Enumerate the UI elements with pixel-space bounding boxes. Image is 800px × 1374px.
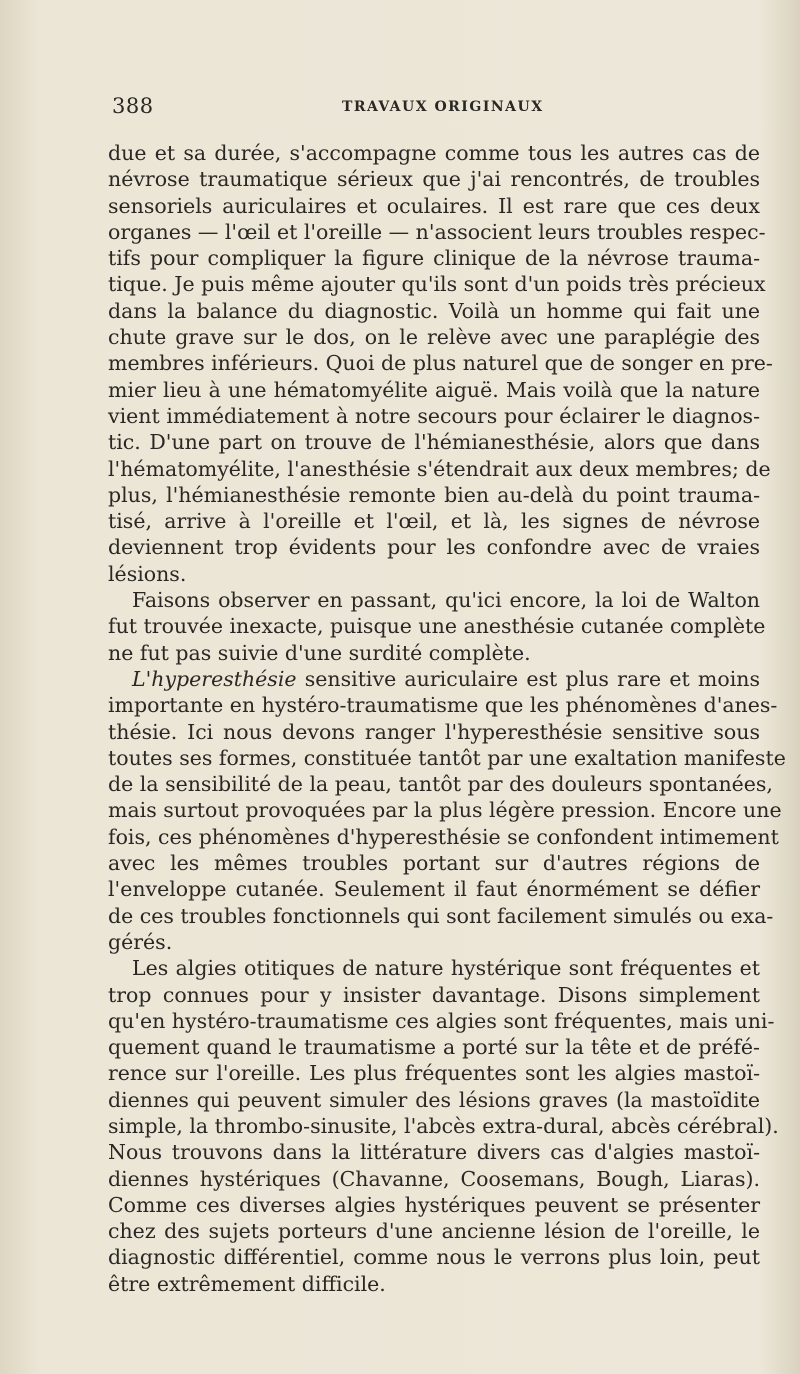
text-line-rest: sensitive auriculaire est plus rare et moins xyxy=(296,666,760,691)
text-line: tique. Je puis même ajouter qu'ils sont d'un poids très précieux xyxy=(108,272,766,297)
text-line: plus, l'hémianesthésie remonte bien au-delà du point trauma- xyxy=(108,482,760,507)
text-line: Nous trouvons dans la littérature divers cas d'algies mastoï- xyxy=(108,1140,760,1165)
text-line: dans la balance du diagnostic. Voilà un homme qui fait une xyxy=(108,298,760,323)
text-line: mier lieu à une hématomyélite aiguë. Mais voilà que la nature xyxy=(108,377,760,402)
text-line: importante en hystéro-traumatisme que les phénomènes d'anes- xyxy=(108,693,778,718)
text-line: l'hématomyélite, l'anesthésie s'étendrait aux deux membres; de xyxy=(108,456,771,481)
text-line: deviennent trop évidents pour les confondre avec de vraies xyxy=(108,535,760,560)
text-line: fut trouvée inexacte, puisque une anesthésie cutanée complète xyxy=(108,614,766,639)
running-title: TRAVAUX ORIGINAUX xyxy=(342,99,544,115)
text-line: rence sur l'oreille. Les plus fréquentes sont les algies mastoï- xyxy=(108,1061,760,1086)
text-line: tisé, arrive à l'oreille et l'œil, et là, les signes de névrose xyxy=(108,509,760,534)
page-header xyxy=(112,94,772,124)
text-line: simple, la thrombo-sinusite, l'abcès extra-dural, abcès cérébral). xyxy=(108,1113,779,1138)
text-line: quement quand le traumatisme a porté sur la tête et de préfé- xyxy=(108,1035,760,1060)
text-line: organes — l'œil et l'oreille — n'associent leurs troubles respec- xyxy=(108,219,766,244)
text-line: lésions. xyxy=(108,561,187,586)
text-line: être extrêmement difficile. xyxy=(108,1271,386,1296)
text-line: thésie. Ici nous devons ranger l'hyperesthésie sensitive sous xyxy=(108,719,760,744)
text-line: sensoriels auriculaires et oculaires. Il est rare que ces deux xyxy=(108,193,760,218)
text-line: Les algies otitiques de nature hystérique sont fréquentes et xyxy=(132,956,760,981)
text-line: diennes qui peuvent simuler des lésions graves (la mastoïdite xyxy=(108,1087,760,1112)
text-line: fois, ces phénomènes d'hyperesthésie se confondent intimement xyxy=(108,824,779,849)
text-line: membres inférieurs. Quoi de plus naturel que de songer en pre- xyxy=(108,351,773,376)
body-text xyxy=(108,140,786,1297)
text-line: due et sa durée, s'accompagne comme tous les autres cas de xyxy=(108,141,760,165)
text-line: tifs pour compliquer la figure clinique de la névrose trauma- xyxy=(108,246,760,271)
text-line: chez des sujets porteurs d'une ancienne lésion de l'oreille, le xyxy=(108,1219,760,1244)
text-line: Faisons observer en passant, qu'ici encore, la loi de Walton xyxy=(132,588,760,613)
text-line: de la sensibilité de la peau, tantôt par des douleurs spontanées, xyxy=(108,772,773,797)
text-line: vient immédiatement à notre secours pour éclairer le diagnos- xyxy=(108,403,760,428)
text-line: Comme ces diverses algies hystériques peuvent se présenter xyxy=(108,1192,760,1217)
text-line: ne fut pas suivie d'une surdité complète. xyxy=(108,640,531,665)
text-line: tic. D'une part on trouve de l'hémianesthésie, alors que dans xyxy=(108,430,760,455)
text-line-with-italic xyxy=(108,666,760,692)
italic-term: L'hyperesthésie xyxy=(132,666,297,691)
text-line: diagnostic différentiel, comme nous le verrons plus loin, peut xyxy=(108,1245,760,1270)
text-line: toutes ses formes, constituée tantôt par une exaltation manifeste xyxy=(108,745,786,770)
text-line: chute grave sur le dos, on le relève avec une paraplégie des xyxy=(108,325,760,350)
text-line: avec les mêmes troubles portant sur d'autres régions de xyxy=(108,851,760,876)
text-line: gérés. xyxy=(108,929,173,954)
text-line: névrose traumatique sérieux que j'ai rencontrés, de troubles xyxy=(108,167,760,192)
page-number: 388 xyxy=(112,94,154,118)
text-line: qu'en hystéro-traumatisme ces algies sont fréquentes, mais uni- xyxy=(108,1008,775,1033)
text-line: l'enveloppe cutanée. Seulement il faut énormément se défier xyxy=(108,877,760,902)
text-line: de ces troubles fonctionnels qui sont facilement simulés ou exa- xyxy=(108,903,774,928)
text-line: trop connues pour y insister davantage. Disons simplement xyxy=(108,982,760,1007)
text-line: mais surtout provoquées par la plus légère pression. Encore une xyxy=(108,798,782,823)
text-line: diennes hystériques (Chavanne, Coosemans, Bough, Liaras). xyxy=(108,1166,760,1191)
